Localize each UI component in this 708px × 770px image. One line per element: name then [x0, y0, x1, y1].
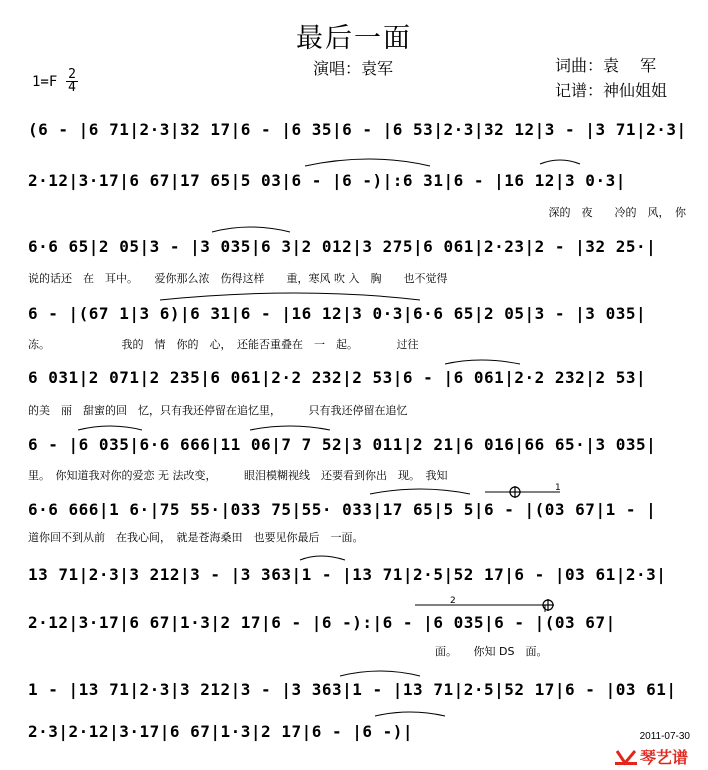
time-numerator: 2	[68, 67, 76, 82]
lyrics-row-9: 面。 你知 DS 面。	[435, 645, 548, 658]
logo-text: 琴艺谱	[639, 748, 688, 767]
score-row-5: 6 031|2 071|2 235|6 061|2·2 232|2 53|6 - |6 061|2·2 232|2 53|	[28, 368, 647, 387]
score-row-1: (6 - |6 71|2·3|32 17|6 - |6 35|6 - |6 53|2·3|32 12|3 - |3 71|2·3|	[28, 120, 687, 139]
piano-keys-logo-icon	[615, 748, 637, 766]
lyrics-row-7: 道你回不到从前 在我心间， 就是苍海桑田 也要见你最后 一面。	[28, 531, 364, 544]
score-row-10: 1 - |13 71|2·3|3 212|3 - |3 363|1 - |13 71|2·5|52 17|6 - |03 61|	[28, 680, 677, 699]
lyrics-row-4: 冻。 我的 情 你的 心， 还能否重叠在 一 起。 过往	[28, 338, 419, 351]
score-row-4: 6 - |(67 1|3 6)|6 31|6 - |16 12|3 0·3|6·6 65|2 05|3 - |3 035|	[28, 304, 647, 323]
lyrics-row-6: 里。 你知道我对你的爱恋 无 法改变， 眼泪模糊视线 还要看到你出 现。 我知	[28, 469, 448, 482]
score-row-3: 6·6 65|2 05|3 - |3 035|6 3|2 012|3 275|6 061|2·23|2 - |32 25·|	[28, 237, 657, 256]
lyricist-composer-credit: 词曲：袁 军	[555, 56, 657, 75]
lyrics-row-3: 说的话还 在 耳中。 爱你那么浓 伤得这样 重，寒风 吹 入 胸 也不觉得	[28, 272, 448, 285]
transcription-date: 2011-07-30	[639, 731, 690, 742]
score-row-6: 6 - |6 035|6·6 666|11 06|7 7 52|3 011|2 21|6 016|66 65·|3 035|	[28, 435, 657, 454]
site-logo	[615, 745, 688, 768]
transcriber-credit: 记谱：神仙姐姐	[555, 81, 668, 100]
time-denominator: 4	[68, 80, 76, 95]
score-row-9: 2·12|3·17|6 67|1·3|2 17|6 - |6 -):|6 - |6 035|6 - |(03 67|	[28, 613, 616, 632]
lyrics-row-5: 的美 丽 甜蜜的回 忆，只有我还停留在追忆里， 只有我还停留在追忆	[28, 404, 408, 417]
lyrics-row-2: 深的 夜 冷的 风， 你	[548, 206, 686, 219]
score-row-7: 6·6 666|1 6·|75 55·|033 75|55· 033|17 65|5 5|6 - |(03 67|1 - |	[28, 500, 657, 519]
volta-2-label: 2	[450, 596, 456, 606]
score-row-2: 2·12|3·17|6 67|17 65|5 03|6 - |6 -)|:6 31|6 - |16 12|3 0·3|	[28, 171, 626, 190]
volta-1-label: 1	[555, 483, 561, 493]
key-signature: 1=F	[32, 74, 58, 90]
score-row-8: 13 71|2·3|3 212|3 - |3 363|1 - |13 71|2·5|52 17|6 - |03 61|2·3|	[28, 565, 667, 584]
score-row-11: 2·3|2·12|3·17|6 67|1·3|2 17|6 - |6 -)|	[28, 722, 414, 741]
performer-credit: 演唱：袁军	[313, 59, 394, 78]
song-title: 最后一面	[296, 23, 412, 54]
